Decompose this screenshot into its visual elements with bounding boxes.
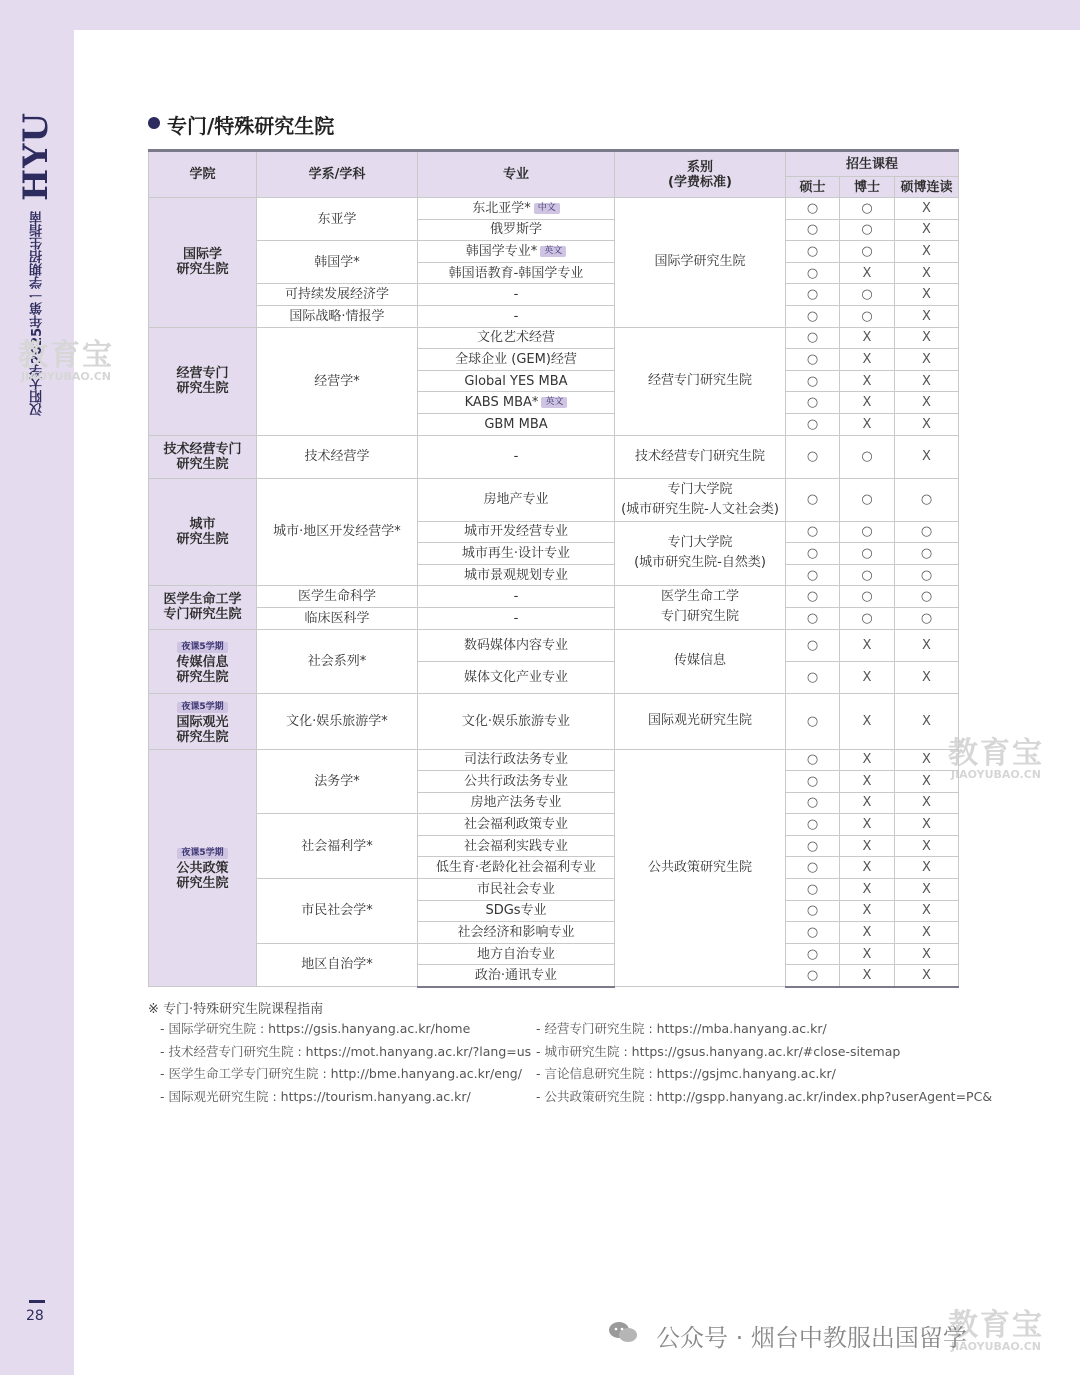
major-name: 城市开发经营专业 xyxy=(463,524,568,540)
combined-mark: X xyxy=(895,922,959,944)
hyu-logo: HYU xyxy=(16,112,56,202)
night-course-badge: 夜课5学期 xyxy=(177,642,227,653)
header-major: 专业 xyxy=(418,151,615,198)
master-mark: ○ xyxy=(786,305,840,327)
combined-mark: X xyxy=(895,943,959,965)
dept-cell: 韩国学* xyxy=(257,241,418,284)
combined-mark: X xyxy=(895,241,959,263)
major-cell xyxy=(418,370,615,392)
language-badge: 英文 xyxy=(541,397,567,408)
notes-right-column xyxy=(536,1018,992,1108)
major-name: - xyxy=(513,610,519,626)
combined-mark: X xyxy=(895,392,959,414)
master-mark: ○ xyxy=(786,198,840,220)
major-cell xyxy=(418,900,615,922)
master-mark: ○ xyxy=(786,564,840,586)
master-mark: ○ xyxy=(786,241,840,263)
major-name: - xyxy=(513,589,519,605)
major-name: 东北亚学* xyxy=(472,200,531,216)
series-cell: 经营专门研究生院 xyxy=(615,327,786,435)
major-cell xyxy=(418,435,615,478)
major-name: 市民社会专业 xyxy=(476,881,555,897)
combined-mark: X xyxy=(895,879,959,901)
night-course-badge: 夜课5学期 xyxy=(177,702,227,713)
doctor-mark: X xyxy=(840,327,895,349)
dept-cell: 社会系列* xyxy=(257,629,418,693)
doctor-mark: ○ xyxy=(840,543,895,565)
major-name: 城市再生·设计专业 xyxy=(461,545,571,561)
combined-mark: X xyxy=(895,435,959,478)
doctor-mark: ○ xyxy=(840,219,895,241)
major-name: Global YES MBA xyxy=(464,373,568,389)
major-name: - xyxy=(513,449,519,465)
table-row xyxy=(149,435,959,478)
major-name: 房地产法务专业 xyxy=(470,795,562,811)
notes-title: ※ 专门·特殊研究生院课程指南 xyxy=(148,1002,324,1017)
major-cell xyxy=(418,814,615,836)
doctor-mark: X xyxy=(840,943,895,965)
doctor-mark: X xyxy=(840,392,895,414)
doctor-mark: X xyxy=(840,349,895,371)
header-master: 硕士 xyxy=(786,177,840,198)
doctor-mark: ○ xyxy=(840,521,895,543)
table-row xyxy=(149,629,959,661)
doctor-mark: X xyxy=(840,749,895,771)
sidebar-vertical-title: 汉阳大学2025年第一学期招生指南 xyxy=(30,210,45,416)
combined-mark: X xyxy=(895,965,959,987)
major-cell xyxy=(418,792,615,814)
master-mark: ○ xyxy=(786,693,840,749)
series-cell: 国际观光研究生院 xyxy=(615,693,786,749)
major-name: SDGs专业 xyxy=(485,903,547,919)
major-cell xyxy=(418,922,615,944)
combined-mark: X xyxy=(895,693,959,749)
major-cell xyxy=(418,543,615,565)
dept-cell: 地区自治学* xyxy=(257,943,418,986)
program-table xyxy=(148,149,959,988)
dept-cell: 市民社会学* xyxy=(257,879,418,944)
master-mark: ○ xyxy=(786,607,840,629)
major-cell xyxy=(418,392,615,414)
major-cell xyxy=(418,879,615,901)
major-cell xyxy=(418,943,615,965)
note-link-item: - 言论信息研究生院 : https://gsjmc.hanyang.ac.kr/ xyxy=(536,1066,836,1081)
dept-cell: 东亚学 xyxy=(257,198,418,241)
doctor-mark: ○ xyxy=(840,478,895,521)
combined-mark: X xyxy=(895,370,959,392)
master-mark: ○ xyxy=(786,814,840,836)
school-name: 公共政策 研究生院 xyxy=(176,861,229,892)
school-cell xyxy=(149,198,257,328)
major-name: 社会福利实践专业 xyxy=(463,838,568,854)
major-name: 文化艺术经营 xyxy=(476,330,555,346)
note-link-item: - 国际观光研究生院 : https://tourism.hanyang.ac.kr/ xyxy=(160,1088,471,1104)
major-cell xyxy=(418,607,615,629)
major-name: 公共行政法务专业 xyxy=(463,773,568,789)
major-cell xyxy=(418,857,615,879)
doctor-mark: X xyxy=(840,814,895,836)
combined-mark: ○ xyxy=(895,543,959,565)
major-cell xyxy=(418,586,615,608)
dept-cell: 国际战略·情报学 xyxy=(257,305,418,327)
school-name: 传媒信息 研究生院 xyxy=(176,654,229,685)
sidebar xyxy=(0,0,74,1375)
combined-mark: X xyxy=(895,305,959,327)
doctor-mark: ○ xyxy=(840,241,895,263)
major-cell xyxy=(418,771,615,793)
major-name: KABS MBA* xyxy=(464,395,539,411)
combined-mark: X xyxy=(895,900,959,922)
dept-cell: 可持续发展经济学 xyxy=(257,284,418,306)
dept-cell: 文化·娱乐旅游学* xyxy=(257,693,418,749)
dept-cell: 经营学* xyxy=(257,327,418,435)
major-name: 房地产专业 xyxy=(483,492,549,508)
watermark-left: 教育宝 JIAOYUBAO.CN xyxy=(18,338,114,383)
master-mark: ○ xyxy=(786,349,840,371)
doctor-mark: ○ xyxy=(840,435,895,478)
major-cell xyxy=(418,478,615,521)
major-cell xyxy=(418,965,615,987)
combined-mark: X xyxy=(895,198,959,220)
school-name: 城市 研究生院 xyxy=(176,516,229,547)
school-name: 医学生命工学 专门研究生院 xyxy=(163,592,242,623)
table-row xyxy=(149,586,959,608)
series-cell: 传媒信息 xyxy=(615,629,786,693)
series-cell: 公共政策研究生院 xyxy=(615,749,786,987)
major-name: 媒体文化产业专业 xyxy=(463,669,568,685)
note-link-item: - 经营专门研究生院 : https://mba.hanyang.ac.kr/ xyxy=(536,1021,827,1036)
school-name: 国际观光 研究生院 xyxy=(176,714,229,745)
doctor-mark: X xyxy=(840,879,895,901)
master-mark: ○ xyxy=(786,661,840,693)
table-row xyxy=(149,943,959,965)
header-doctor: 博士 xyxy=(840,177,895,198)
major-cell xyxy=(418,241,615,263)
master-mark: ○ xyxy=(786,922,840,944)
master-mark: ○ xyxy=(786,965,840,987)
table-row xyxy=(149,607,959,629)
language-badge: 中文 xyxy=(534,203,560,214)
master-mark: ○ xyxy=(786,943,840,965)
major-name: - xyxy=(513,308,519,324)
table-row xyxy=(149,327,959,349)
note-link-item: - 城市研究生院 : https://gsus.hanyang.ac.kr/#close-sitemap xyxy=(536,1043,901,1059)
major-cell xyxy=(418,629,615,661)
table-row xyxy=(149,879,959,901)
master-mark: ○ xyxy=(786,327,840,349)
combined-mark: ○ xyxy=(895,586,959,608)
header-series: 系别 (学费标准) xyxy=(615,151,786,198)
major-cell xyxy=(418,327,615,349)
major-cell xyxy=(418,749,615,771)
combined-mark: ○ xyxy=(895,478,959,521)
master-mark: ○ xyxy=(786,586,840,608)
major-cell xyxy=(418,262,615,284)
header-dept: 学系/学科 xyxy=(257,151,418,198)
major-cell xyxy=(418,564,615,586)
table-body xyxy=(149,198,959,987)
combined-mark: ○ xyxy=(895,564,959,586)
doctor-mark: ○ xyxy=(840,305,895,327)
master-mark: ○ xyxy=(786,629,840,661)
major-cell xyxy=(418,661,615,693)
notes-left-column xyxy=(160,1018,531,1108)
major-name: 地方自治专业 xyxy=(476,946,555,962)
major-cell xyxy=(418,349,615,371)
master-mark: ○ xyxy=(786,435,840,478)
major-cell xyxy=(418,305,615,327)
page-number-bar xyxy=(29,1300,45,1303)
master-mark: ○ xyxy=(786,771,840,793)
major-cell xyxy=(418,198,615,220)
table-row xyxy=(149,749,959,771)
master-mark: ○ xyxy=(786,392,840,414)
master-mark: ○ xyxy=(786,792,840,814)
school-name: 国际学 研究生院 xyxy=(176,247,229,278)
major-name: 文化·娱乐旅游专业 xyxy=(461,713,571,729)
school-cell xyxy=(149,327,257,435)
night-course-badge: 夜课5学期 xyxy=(177,848,227,859)
major-name: 俄罗斯学 xyxy=(489,222,542,238)
master-mark: ○ xyxy=(786,879,840,901)
major-name: 全球企业 (GEM)经营 xyxy=(455,351,577,367)
school-name: 技术经营专门 研究生院 xyxy=(163,441,242,472)
major-name: 社会福利政策专业 xyxy=(463,817,568,833)
doctor-mark: X xyxy=(840,965,895,987)
major-name: GBM MBA xyxy=(484,416,548,432)
major-name: 数码媒体内容专业 xyxy=(463,637,568,653)
doctor-mark: X xyxy=(840,262,895,284)
table-row xyxy=(149,305,959,327)
combined-mark: X xyxy=(895,219,959,241)
school-name: 经营专门 研究生院 xyxy=(176,366,229,397)
major-cell xyxy=(418,284,615,306)
major-cell xyxy=(418,219,615,241)
table-row xyxy=(149,284,959,306)
master-mark: ○ xyxy=(786,521,840,543)
series-cell: 国际学研究生院 xyxy=(615,198,786,328)
major-name: 低生育·老龄化社会福利专业 xyxy=(435,860,597,876)
note-link-item: - 公共政策研究生院 : http://gspp.hanyang.ac.kr/index.php?userAgent=PC& xyxy=(536,1088,993,1104)
section-title: 专门/特殊研究生院 xyxy=(167,114,335,138)
doctor-mark: X xyxy=(840,661,895,693)
doctor-mark: ○ xyxy=(840,564,895,586)
combined-mark: ○ xyxy=(895,521,959,543)
series-cell: 专门大学院 (城市研究生院-自然类) xyxy=(615,521,786,586)
master-mark: ○ xyxy=(786,284,840,306)
master-mark: ○ xyxy=(786,478,840,521)
doctor-mark: ○ xyxy=(840,198,895,220)
major-name: - xyxy=(513,287,519,303)
combined-mark: X xyxy=(895,792,959,814)
dept-cell: 社会福利学* xyxy=(257,814,418,879)
combined-mark: X xyxy=(895,413,959,435)
doctor-mark: X xyxy=(840,413,895,435)
doctor-mark: ○ xyxy=(840,586,895,608)
combined-mark: X xyxy=(895,749,959,771)
major-name: 韩国语教育-韩国学专业 xyxy=(448,265,584,281)
doctor-mark: X xyxy=(840,771,895,793)
note-link-item: - 技术经营专门研究生院 : https://mot.hanyang.ac.kr/?lang=us xyxy=(160,1043,532,1059)
major-name: 社会经济和影响专业 xyxy=(457,925,575,941)
combined-mark: X xyxy=(895,835,959,857)
master-mark: ○ xyxy=(786,262,840,284)
major-name: 城市景观规划专业 xyxy=(463,567,568,583)
combined-mark: X xyxy=(895,284,959,306)
school-cell xyxy=(149,749,257,987)
major-name: 司法行政法务专业 xyxy=(463,752,568,768)
master-mark: ○ xyxy=(786,749,840,771)
school-cell xyxy=(149,478,257,586)
school-cell xyxy=(149,693,257,749)
doctor-mark: X xyxy=(840,900,895,922)
major-cell xyxy=(418,521,615,543)
major-name: 政治·通讯专业 xyxy=(474,967,558,983)
dept-cell: 法务学* xyxy=(257,749,418,814)
combined-mark: X xyxy=(895,262,959,284)
table-row xyxy=(149,814,959,836)
table-row xyxy=(149,693,959,749)
watermark-bottom: 教育宝 JIAOYUBAO.CN xyxy=(948,1308,1044,1353)
dept-cell: 城市·地区开发经营学* xyxy=(257,478,418,586)
table-row xyxy=(149,241,959,263)
series-cell: 技术经营专门研究生院 xyxy=(615,435,786,478)
master-mark: ○ xyxy=(786,413,840,435)
title-bullet-icon xyxy=(148,117,160,129)
language-badge: 英文 xyxy=(540,246,566,257)
doctor-mark: X xyxy=(840,370,895,392)
table-row xyxy=(149,198,959,220)
doctor-mark: ○ xyxy=(840,284,895,306)
watermark-right: 教育宝 JIAOYUBAO.CN xyxy=(948,736,1044,781)
combined-mark: X xyxy=(895,629,959,661)
doctor-mark: ○ xyxy=(840,607,895,629)
page-number: 28 xyxy=(26,1308,44,1324)
doctor-mark: X xyxy=(840,857,895,879)
master-mark: ○ xyxy=(786,370,840,392)
master-mark: ○ xyxy=(786,857,840,879)
combined-mark: ○ xyxy=(895,607,959,629)
series-cell: 专门大学院 (城市研究生院-人文社会类) xyxy=(615,478,786,521)
note-link-item: - 国际学研究生院 : https://gsis.hanyang.ac.kr/home xyxy=(160,1021,471,1036)
combined-mark: X xyxy=(895,814,959,836)
school-cell xyxy=(149,435,257,478)
series-cell: 医学生命工学 专门研究生院 xyxy=(615,586,786,629)
master-mark: ○ xyxy=(786,219,840,241)
master-mark: ○ xyxy=(786,900,840,922)
wechat-icon xyxy=(608,1320,638,1344)
school-cell xyxy=(149,586,257,629)
header-combined: 硕博连读 xyxy=(895,177,959,198)
major-cell xyxy=(418,413,615,435)
master-mark: ○ xyxy=(786,835,840,857)
master-mark: ○ xyxy=(786,543,840,565)
doctor-mark: X xyxy=(840,922,895,944)
footer-text: 公众号 · 烟台中教服出国留学 xyxy=(656,1324,967,1352)
doctor-mark: X xyxy=(840,629,895,661)
combined-mark: X xyxy=(895,857,959,879)
doctor-mark: X xyxy=(840,835,895,857)
major-cell xyxy=(418,835,615,857)
major-name: 韩国学专业* xyxy=(465,243,538,259)
dept-cell: 临床医科学 xyxy=(257,607,418,629)
header-school: 学院 xyxy=(149,151,257,198)
school-cell xyxy=(149,629,257,693)
note-link-item: - 医学生命工学专门研究生院 : http://bme.hanyang.ac.kr/eng/ xyxy=(160,1066,522,1081)
combined-mark: X xyxy=(895,327,959,349)
major-cell xyxy=(418,693,615,749)
combined-mark: X xyxy=(895,349,959,371)
header-courses: 招生课程 xyxy=(786,151,959,177)
combined-mark: X xyxy=(895,771,959,793)
combined-mark: X xyxy=(895,661,959,693)
doctor-mark: X xyxy=(840,693,895,749)
dept-cell: 医学生命科学 xyxy=(257,586,418,608)
table-row xyxy=(149,478,959,521)
doctor-mark: X xyxy=(840,792,895,814)
dept-cell: 技术经营学 xyxy=(257,435,418,478)
